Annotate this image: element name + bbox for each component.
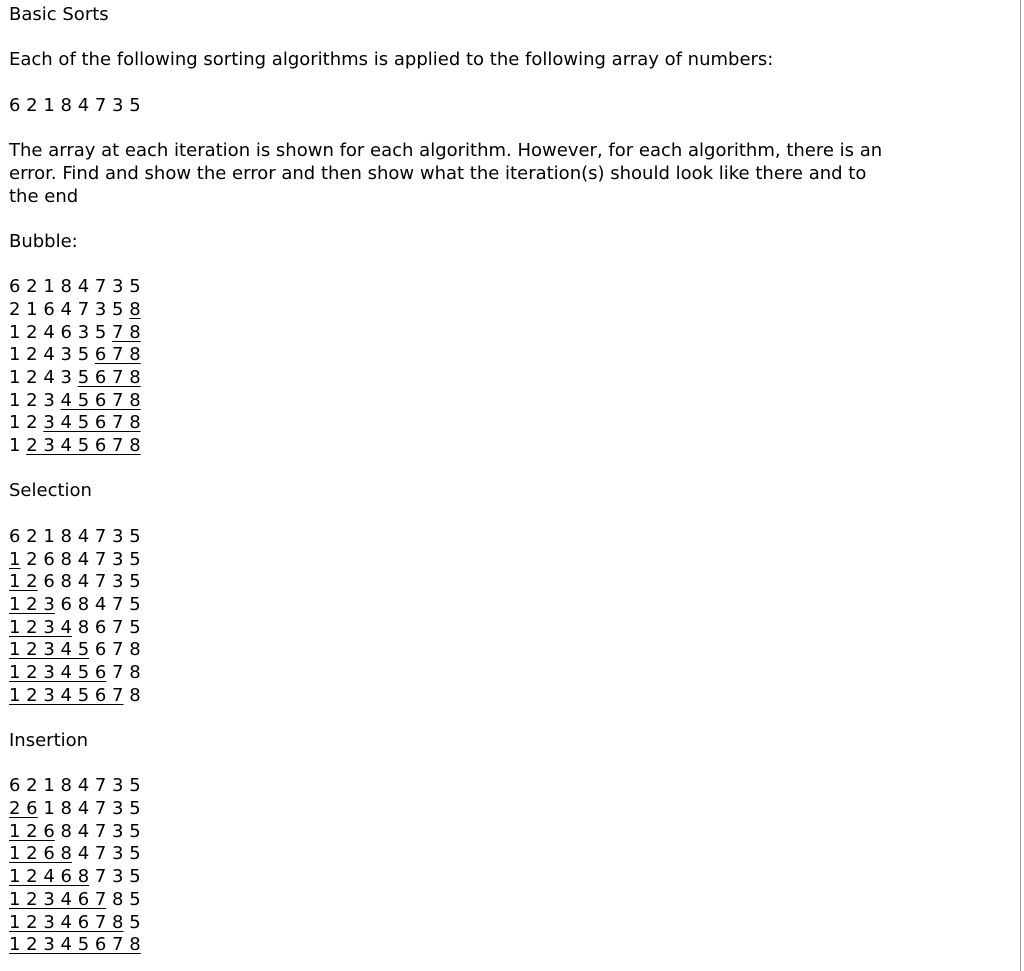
bubble-section [9, 231, 909, 481]
iteration-unsorted-part: 8 [123, 684, 141, 706]
iteration-sorted-part: 1 2 3 4 5 6 7 [9, 684, 124, 706]
insertion-section [9, 730, 909, 957]
spacer [9, 503, 909, 526]
iteration-sorted-part: 3 4 5 6 7 8 [43, 412, 141, 434]
spacer [9, 707, 909, 730]
iteration-unsorted-part: 8 4 7 3 5 [54, 820, 141, 842]
iteration-sorted-part: 1 [9, 548, 21, 570]
iteration-unsorted-part: 1 2 4 6 3 5 [9, 321, 113, 343]
iteration-unsorted-part: 1 2 3 [9, 389, 61, 411]
iteration-sorted-part: 1 2 6 8 [9, 843, 72, 865]
iteration-unsorted-part: 6 8 4 7 5 [54, 593, 141, 615]
spacer [9, 458, 909, 481]
iteration-sorted-part: 1 2 [9, 571, 38, 593]
iteration-unsorted-part: 1 [9, 435, 27, 457]
iteration-sorted-part: 1 2 3 4 6 7 [9, 888, 107, 910]
iteration-unsorted-part: 4 7 3 5 [71, 843, 141, 865]
selection-iteration-row [9, 526, 909, 549]
bubble-iteration-row [9, 322, 909, 345]
selection-iteration-row [9, 662, 909, 685]
selection-iteration-row [9, 594, 909, 617]
selection-iteration-row [9, 617, 909, 640]
iteration-sorted-part: 1 2 4 6 8 [9, 866, 90, 888]
page-title: Basic Sorts [9, 4, 109, 25]
selection-heading: Selection [9, 480, 92, 502]
selection-iteration-row [9, 549, 909, 572]
iteration-unsorted-part: 5 [123, 911, 141, 933]
insertion-iteration-row [9, 912, 909, 935]
iteration-unsorted-part: 8 5 [106, 888, 141, 910]
iteration-unsorted-part: 8 6 7 5 [71, 616, 141, 638]
right-border-line [1020, 0, 1021, 971]
iteration-unsorted-part: 1 2 4 3 5 [9, 344, 95, 366]
iteration-sorted-part: 1 2 3 4 [9, 616, 72, 638]
insertion-iteration-row [9, 934, 909, 957]
spacer [9, 72, 909, 95]
bubble-iteration-row [9, 367, 909, 390]
bubble-iteration-row [9, 390, 909, 413]
iteration-sorted-part: 8 [129, 298, 141, 320]
iteration-unsorted-part: 6 7 8 [89, 639, 141, 661]
iteration-sorted-part: 1 2 3 4 5 6 [9, 661, 107, 683]
iteration-unsorted-part: 6 2 1 8 4 7 3 5 [9, 276, 141, 298]
spacer [9, 753, 909, 776]
iteration-sorted-part: 1 2 3 4 6 7 8 [9, 911, 124, 933]
bubble-iteration-row [9, 435, 909, 458]
insertion-iteration-row [9, 821, 909, 844]
iteration-unsorted-part: 2 1 6 4 7 3 5 [9, 298, 130, 320]
bubble-iteration-row [9, 299, 909, 322]
iteration-sorted-part: 1 2 3 [9, 593, 55, 615]
document-body [9, 4, 909, 957]
iteration-sorted-part: 6 7 8 [94, 344, 141, 366]
selection-iteration-row [9, 685, 909, 708]
insertion-iteration-row [9, 866, 909, 889]
spacer [9, 254, 909, 277]
spacer [9, 27, 909, 50]
initial-array: 6 2 1 8 4 7 3 5 [9, 94, 141, 116]
spacer [9, 208, 909, 231]
intro-text: Each of the following sorting algorithms is applied to the following array of numbers: [9, 49, 774, 71]
bubble-iteration-row [9, 344, 909, 367]
iteration-unsorted-part: 1 2 [9, 412, 44, 434]
selection-section [9, 480, 909, 730]
iteration-sorted-part: 5 6 7 8 [77, 367, 141, 389]
iteration-sorted-part: 1 2 3 4 5 6 7 8 [9, 934, 141, 956]
bubble-heading: Bubble: [9, 230, 78, 252]
bubble-iteration-row [9, 412, 909, 435]
insertion-heading: Insertion [9, 730, 89, 752]
selection-iteration-row [9, 571, 909, 594]
iteration-unsorted-part: 1 2 4 3 [9, 367, 78, 389]
iteration-unsorted-part: 1 8 4 7 3 5 [37, 798, 141, 820]
iteration-sorted-part: 7 8 [112, 321, 141, 343]
insertion-iteration-row [9, 889, 909, 912]
iteration-sorted-part: 1 2 6 [9, 820, 55, 842]
insertion-iteration-row [9, 798, 909, 821]
iteration-unsorted-part: 6 2 1 8 4 7 3 5 [9, 775, 141, 797]
iteration-unsorted-part: 7 3 5 [89, 866, 141, 888]
insertion-iteration-row [9, 843, 909, 866]
iteration-sorted-part: 1 2 3 4 5 [9, 639, 90, 661]
iteration-unsorted-part: 6 2 1 8 4 7 3 5 [9, 525, 141, 547]
bubble-iteration-row [9, 276, 909, 299]
iteration-sorted-part: 4 5 6 7 8 [60, 389, 141, 411]
selection-iteration-row [9, 639, 909, 662]
iteration-sorted-part: 2 3 4 5 6 7 8 [26, 435, 141, 457]
iteration-unsorted-part: 2 6 8 4 7 3 5 [20, 548, 141, 570]
insertion-iteration-row [9, 775, 909, 798]
sort-sections [9, 231, 909, 957]
iteration-unsorted-part: 6 8 4 7 3 5 [37, 571, 141, 593]
iteration-sorted-part: 2 6 [9, 798, 38, 820]
iteration-unsorted-part: 7 8 [106, 661, 141, 683]
spacer [9, 117, 909, 140]
instructions-text: The array at each iteration is shown for each algorithm. However, for each algorithm, there is an error. Find and show the error and then show what the iteration(s) should look like there and to the end [9, 140, 883, 207]
